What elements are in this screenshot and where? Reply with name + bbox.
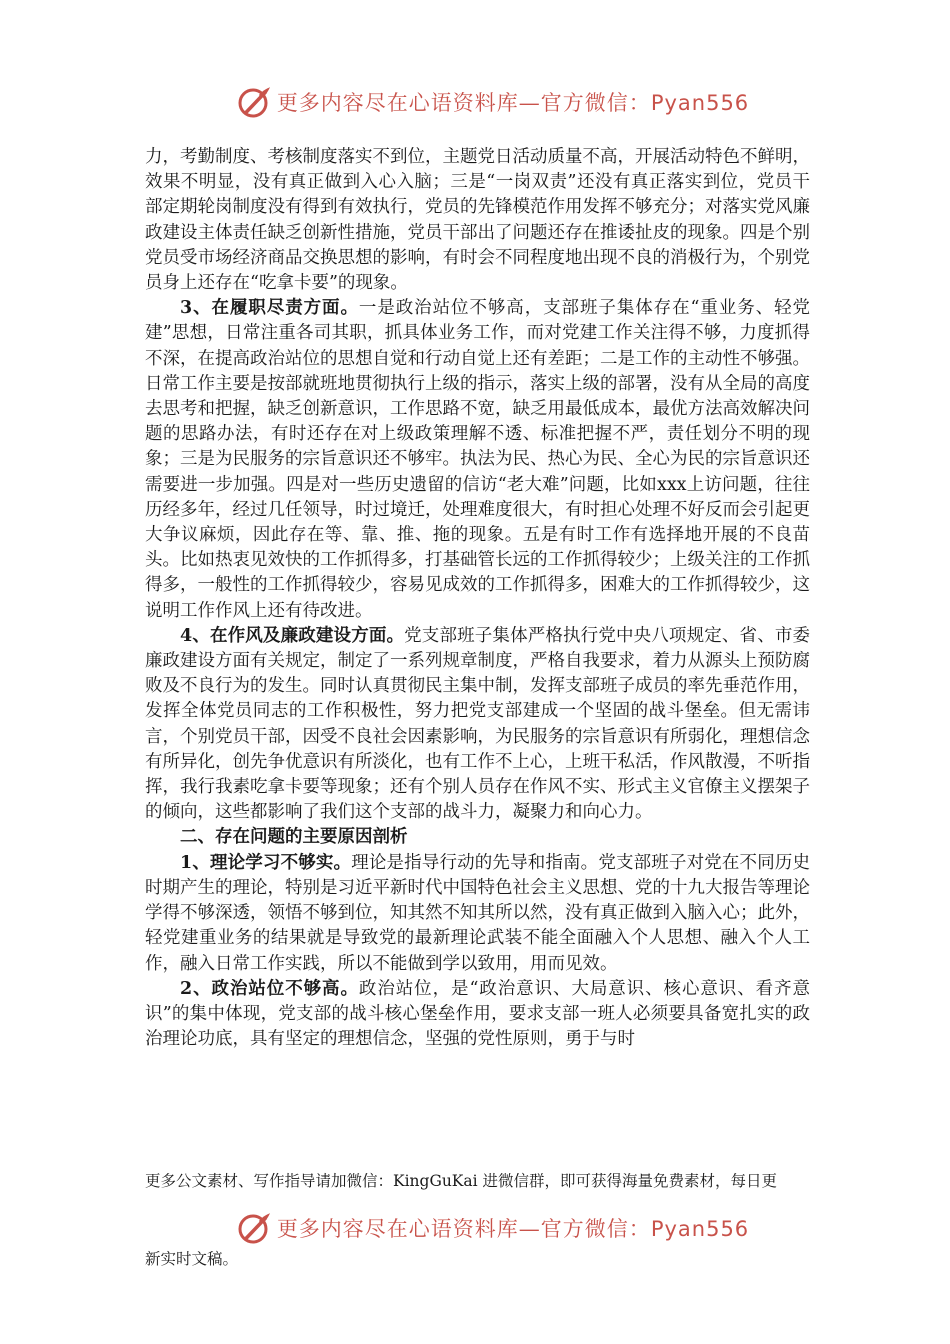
banner-text: 更多内容尽在心语资料库—官方微信：Pyan556	[276, 91, 750, 115]
section-title-causes: 二、存在问题的主要原因剖析	[180, 827, 408, 848]
document-body	[145, 145, 810, 1052]
heading-theory: 1、理论学习不够实。	[180, 852, 352, 873]
header-banner	[0, 80, 950, 124]
paragraph-political: 2、政治站位不够高。政治站位，是“政治意识、大局意识、核心意识、看齐意识”的集中体现，党支部的战斗核心堡垒作用，要求支部一班人必须要具备宽扎实的政治理论功底，具有坚定的理想信念，坚强的党性原则，勇于与时	[145, 978, 810, 1050]
footer-note-tail: 新实时文稿。	[145, 1250, 239, 1268]
footer-note: 更多公文素材、写作指导请加微信：KingGuKai 进微信群，即可获得海量免费素材，每日更	[145, 1172, 778, 1190]
paragraph-theory: 1、理论学习不够实。理论是指导行动的先导和指南。党支部班子对党在不同历史时期产生的理论，特别是习近平新时代中国特色社会主义思想、党的十九大报告等理论学得不够深透，领悟不够到位，知其然不知其所以然，没有真正做到入脑入心；此外，轻党建重业务的结果就是导致党的最新理论武装不能全面融入个人思想、融入个人工作，融入日常工作实践，所以不能做到学以致用，用而见效。	[145, 852, 810, 974]
paragraph-continued: 力，考勤制度、考核制度落实不到位，主题党日活动质量不高，开展活动特色不鲜明，效果不明显，没有真正做到入心入脑；三是“一岗双责”还没有真正落实到位，党员干部定期轮岗制度没有得到有效执行，党员的先锋模范作用发挥不够充分；对落实党风廉政建设主体责任缺乏创新性措施，党员干部出了问题还存在推诿扯皮的现象。四是个别党员受市场经济商品交换思想的影响，有时会不同程度地出现不良的消极行为，个别党员身上还存在“吃拿卡要”的现象。	[145, 147, 810, 294]
heading-political: 2、政治站位不够高。	[180, 978, 359, 999]
quill-logo-icon	[237, 85, 271, 119]
footer-banner	[0, 1206, 950, 1250]
quill-logo-icon	[237, 1211, 271, 1245]
heading-duty: 3、在履职尽责方面。	[180, 298, 359, 319]
banner-wechat-id: Pyan556	[650, 1217, 750, 1241]
heading-integrity: 4、在作风及廉政建设方面。	[180, 625, 405, 646]
banner-text: 更多内容尽在心语资料库—官方微信：Pyan556	[276, 1217, 750, 1241]
paragraph-duty: 3、在履职尽责方面。一是政治站位不够高，支部班子集体存在“重业务、轻党建”思想，日常注重各司其职，抓具体业务工作，而对党建工作关注得不够，力度抓得不深，在提高政治站位的思想自觉和行动自觉上还有差距；二是工作的主动性不够强。日常工作主要是按部就班地贯彻执行上级的指示，落实上级的部署，没有从全局的高度去思考和把握，缺乏创新意识，工作思路不宽，缺乏用最低成本，最优方法高效解决问题的思路办法，有时还存在对上级政策理解不透、标准把握不严，责任划分不明的现象；三是为民服务的宗旨意识还不够牢。执法为民、热心为民、全心为民的宗旨意识还需要进一步加强。四是对一些历史遗留的信访“老大难”问题，比如xxx上访问题，往往历经多年，经过几任领导，时过境迁，处理难度很大，有时担心处理不好反而会引起更大争议麻烦，因此存在等、靠、推、拖的现象。五是有时工作有选择地开展的不良苗头。比如热衷见效快的工作抓得多，打基础管长远的工作抓得较少；上级关注的工作抓得多，一般性的工作抓得较少，容易见成效的工作抓得多，困难大的工作抓得较少，这说明工作作风上还有待改进。	[145, 298, 810, 621]
paragraph-integrity: 4、在作风及廉政建设方面。党支部班子集体严格执行党中央八项规定、省、市委廉政建设方面有关规定，制定了一系列规章制度，严格自我要求，着力从源头上预防腐败及不良行为的发生。同时认真贯彻民主集中制，发挥支部班子成员的率先垂范作用，发挥全体党员同志的工作积极性，努力把党支部建成一个坚固的战斗堡垒。但无需讳言，个别党员干部，因受不良社会因素影响，为民服务的宗旨意识有所弱化，理想信念有所异化，创先争优意识有所淡化，也有工作不上心，上班干私活，作风散漫，不听指挥，我行我素吃拿卡要等现象；还有个别人员存在作风不实、形式主义官僚主义摆架子的倾向，这些都影响了我们这个支部的战斗力，凝聚力和向心力。	[145, 625, 810, 823]
banner-wechat-id: Pyan556	[650, 91, 750, 115]
